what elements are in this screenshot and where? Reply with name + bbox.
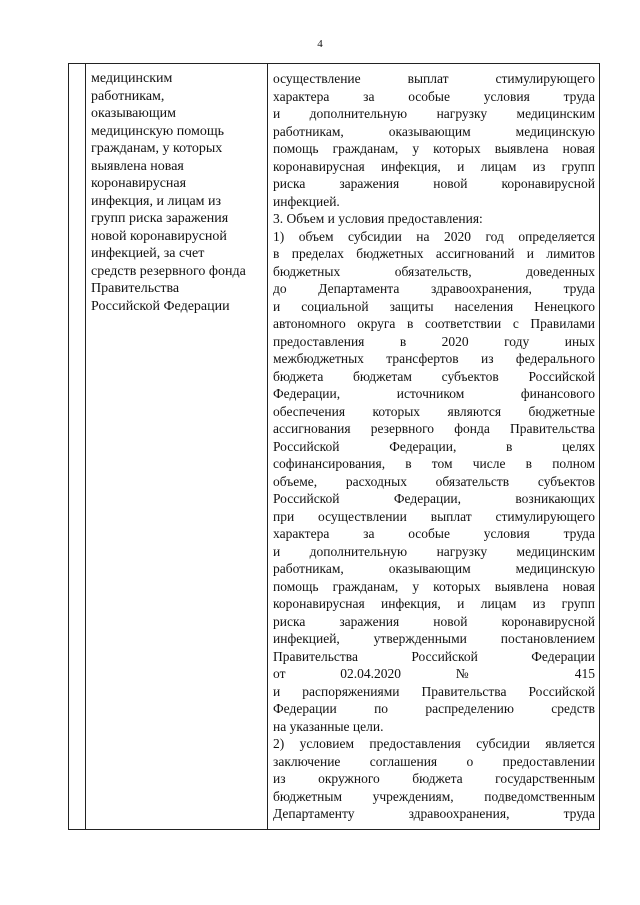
content-text-line: автономного округа в соответствии с Правилами <box>273 316 595 331</box>
content-text-line: от 02.04.2020 № 415 <box>273 666 595 681</box>
content-text-line: обеспечения которых являются бюджетные <box>273 403 595 419</box>
table-cell-description <box>91 70 263 315</box>
content-text-line: бюджета бюджетам субъектов Российской <box>273 368 595 384</box>
table-cell-content <box>273 70 595 823</box>
content-text-line: 1) объем субсидии на 2020 год определяется <box>273 228 595 244</box>
content-text-line: ассигнования резервного фонда Правительства <box>273 421 595 436</box>
page-number: 4 <box>317 38 323 50</box>
content-text-line: характера за особые условия труда <box>273 526 595 541</box>
content-text-line: в пределах бюджетных ассигнований и лимитов <box>273 246 595 261</box>
content-text-line: инфекцией, утвержденными постановлением <box>273 631 595 646</box>
description-text-line: Правительства <box>91 281 180 296</box>
content-text-line: 2) условием предоставления субсидии является <box>273 736 595 751</box>
content-text-line: бюджетных обязательств, доведенных <box>273 263 595 279</box>
content-text-line: помощь гражданам, у которых выявлена новая <box>273 578 595 594</box>
content-text-line: работникам, оказывающим медицинскую <box>273 561 595 576</box>
description-text-line: групп риска заражения <box>91 211 229 226</box>
description-text-line: коронавирусная <box>91 176 187 191</box>
content-text-line: 3. Объем и условия предоставления: <box>273 211 483 226</box>
description-text-line: гражданам, у которых <box>91 141 223 156</box>
description-text-line: инфекция, и лицам из <box>91 193 222 209</box>
content-text-line: Департаменту здравоохранения, труда <box>273 806 595 821</box>
table-column-divider-2 <box>267 64 268 829</box>
content-text-line: софинансирования, в том числе в полном <box>273 456 595 471</box>
content-text-line: межбюджетных трансфертов из федерального <box>273 351 595 366</box>
content-text-line: помощь гражданам, у которых выявлена новая <box>273 141 595 156</box>
content-text-line: из окружного бюджета государственным <box>273 771 595 786</box>
content-text-line: риска заражения новой коронавирусной <box>273 176 595 191</box>
content-text-line: и распоряжениями Правительства Российской <box>273 683 595 699</box>
content-text-line: и социальной защиты населения Ненецкого <box>273 298 595 314</box>
content-text-line: коронавирусная инфекция, и лицам из групп <box>273 596 595 611</box>
description-text-line: инфекцией, за счет <box>91 246 205 261</box>
content-text-line: инфекцией. <box>273 193 340 209</box>
description-text-line: оказывающим <box>91 106 176 121</box>
description-text-line: медицинскую помощь <box>91 123 225 139</box>
description-text-line: Российской Федерации <box>91 298 230 314</box>
content-text-line: и дополнительную нагрузку медицинским <box>273 106 595 121</box>
content-text-line: Российской Федерации, в целях <box>273 438 595 454</box>
content-text-line: Федерации по распределению средств <box>273 701 595 716</box>
document-table <box>68 63 600 830</box>
content-text-line: и дополнительную нагрузку медицинским <box>273 543 595 559</box>
content-text-line: бюджетным учреждениям, подведомственным <box>273 788 595 804</box>
content-text-line: осуществление выплат стимулирующего <box>273 71 595 86</box>
content-text-line: до Департамента здравоохранения, труда <box>273 281 595 296</box>
description-text-line: средств резервного фонда <box>91 263 246 279</box>
content-text-line: при осуществлении выплат стимулирующего <box>273 508 595 524</box>
content-text-line: риска заражения новой коронавирусной <box>273 613 595 629</box>
content-text-line: Правительства Российской Федерации <box>273 648 595 664</box>
content-text-line: работникам, оказывающим медицинскую <box>273 123 595 139</box>
content-text-line: объеме, расходных обязательств субъектов <box>273 473 595 489</box>
description-text-line: работникам, <box>91 88 165 104</box>
content-text-line: коронавирусная инфекция, и лицам из групп <box>273 158 595 174</box>
content-text-line: на указанные цели. <box>273 718 384 734</box>
description-text-line: медицинским <box>91 71 173 86</box>
table-column-divider-1 <box>85 64 86 829</box>
description-text-line: новой коронавирусной <box>91 228 227 244</box>
content-text-line: Федерации, источником финансового <box>273 386 595 401</box>
content-text-line: Российской Федерации, возникающих <box>273 491 595 506</box>
content-text-line: заключение соглашения о предоставлении <box>273 753 595 769</box>
content-text-line: характера за особые условия труда <box>273 88 595 104</box>
content-text-line: предоставления в 2020 году иных <box>273 333 595 349</box>
description-text-line: выявлена новая <box>91 158 184 174</box>
